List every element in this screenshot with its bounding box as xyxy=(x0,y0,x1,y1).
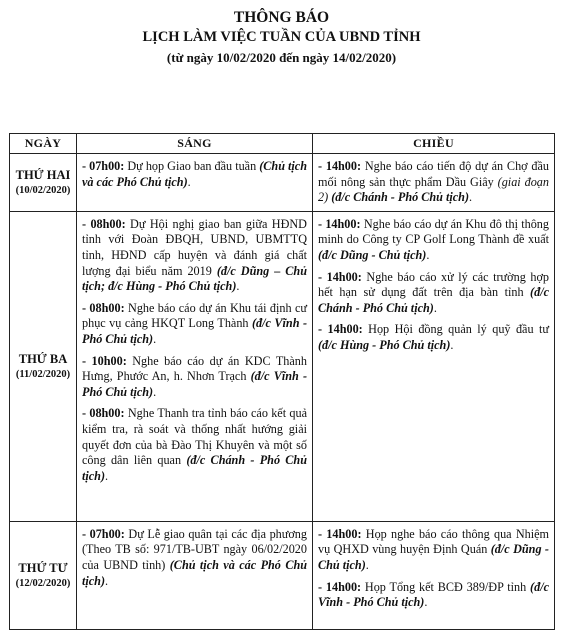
column-header-morning: SÁNG xyxy=(77,134,313,154)
day-date: (12/02/2020) xyxy=(15,578,71,590)
schedule-body xyxy=(10,154,555,630)
item-person: (đ/c Hùng - Phó Chủ tịch) xyxy=(318,337,451,352)
item-time: - 14h00: xyxy=(318,322,363,337)
table-header-row xyxy=(10,134,555,154)
schedule-item xyxy=(82,351,307,404)
item-end: . xyxy=(469,190,473,205)
item-person: (đ/c Dũng - Chủ tịch) xyxy=(318,247,427,262)
item-time: - 14h00: xyxy=(318,526,362,541)
item-text: Dự Hội nghị giao ban giữa HĐND tỉnh với Đoàn ĐBQH, UBND, UBMTTQ tỉnh, HĐND cấp huyện và đánh giá chất lượng đại biểu năm 2019 xyxy=(82,216,307,278)
item-end: . xyxy=(426,247,430,262)
day-date: (11/02/2020) xyxy=(15,369,71,381)
item-person: (đ/c Chánh - Phó Chủ tịch) xyxy=(328,190,470,205)
table-row xyxy=(10,154,555,212)
item-person: (đ/c Chánh - Phó Chủ tịch) xyxy=(82,453,307,483)
date-range: (từ ngày 10/02/2020 đến ngày 14/02/2020) xyxy=(166,50,397,65)
item-end: . xyxy=(433,300,437,315)
item-text: Dự Lễ giao quân tại các địa phương (Theo TB số: 971/TB-UBT ngày 06/02/2020 của UBND tỉnh) xyxy=(82,526,307,572)
item-person: (đ/c Vĩnh - Phó Chủ tịch) xyxy=(82,316,308,346)
item-end: . xyxy=(450,337,454,352)
morning-cell xyxy=(77,211,313,521)
item-person: (đ/c Chánh - Phó Chủ tịch) xyxy=(318,285,549,315)
item-time: - 14h00: xyxy=(318,216,361,231)
schedule-item xyxy=(318,214,549,267)
item-time: - 14h00: xyxy=(318,269,362,284)
item-end: . xyxy=(105,468,109,483)
day-date: (10/02/2020) xyxy=(15,185,71,197)
item-end: . xyxy=(424,595,428,610)
item-time: - 14h00: xyxy=(318,159,362,173)
column-header-afternoon: CHIỀU xyxy=(313,134,555,154)
item-end: . xyxy=(236,279,240,294)
item-text: Nghe báo cáo dự án KDC Thành Hưng, Phước An, h. Nhơn Trạch xyxy=(82,353,307,384)
schedule-item xyxy=(82,298,307,351)
schedule-table xyxy=(9,133,555,630)
item-time: - 08h00: xyxy=(82,216,126,231)
item-text: Nghe Thanh tra tỉnh báo cáo kết quả kiểm tra, rà soát và thống nhất hướng giải quyết đơn của bà Đào Thị Khuyên và một số công dân liên quan xyxy=(82,406,307,468)
item-person: (Chủ tịch và các Phó Chủ tịch) xyxy=(82,159,307,189)
item-person: (đ/c Vĩnh - Phó Chủ tịch) xyxy=(82,369,308,399)
item-text: Nghe báo cáo tiến độ dự án Chợ đầu mối nông sản thực phẩm Dầu Giây xyxy=(318,159,549,189)
morning-cell xyxy=(77,521,313,629)
schedule-item xyxy=(318,577,549,614)
item-text: Nghe báo cáo dự án Khu tái định cư phục vụ cảng HKQT Long Thành xyxy=(82,300,307,331)
item-time: - 08h00: xyxy=(82,300,125,315)
item-time: - 07h00: xyxy=(82,159,125,173)
day-name: THỨ HAI xyxy=(15,168,71,183)
schedule-item xyxy=(82,524,307,592)
schedule-item xyxy=(318,156,549,209)
notice-title: THÔNG BÁO xyxy=(233,9,330,26)
item-time: - 08h00: xyxy=(82,406,125,421)
item-end: . xyxy=(153,331,157,346)
item-text: Họp Hội đồng quản lý quỹ đầu tư xyxy=(362,322,549,337)
column-header-day: NGÀY xyxy=(10,134,77,154)
item-time: - 07h00: xyxy=(82,526,125,541)
item-time: - 10h00: xyxy=(82,353,127,368)
item-time: - 14h00: xyxy=(318,579,362,594)
schedule-item xyxy=(318,319,549,356)
item-text: Dự họp Giao ban đầu tuần xyxy=(124,159,260,173)
afternoon-cell xyxy=(313,521,555,629)
schedule-item xyxy=(318,524,549,577)
schedule-item xyxy=(82,403,307,487)
item-end: . xyxy=(105,573,109,588)
item-text: Nghe báo cáo xử lý các trường hợp hết hạn sử dụng đất trên địa bàn tỉnh xyxy=(318,269,549,300)
schedule-title: LỊCH LÀM VIỆC TUẦN CỦA UBND TỈNH xyxy=(142,29,421,45)
schedule-item xyxy=(82,156,307,193)
schedule-item xyxy=(318,267,549,320)
item-person: (đ/c Dũng - Chủ tịch) xyxy=(318,542,549,572)
item-end: . xyxy=(153,384,157,399)
item-end: . xyxy=(187,174,191,189)
afternoon-cell xyxy=(313,154,555,212)
item-text: Họp nghe báo cáo thông qua Nhiệm vụ QHXD vùng huyện Định Quán xyxy=(318,526,549,557)
day-cell xyxy=(10,211,77,521)
item-note: (giai đoạn 2) xyxy=(318,174,549,205)
item-text: Họp Tổng kết BCĐ 389/ĐP tỉnh xyxy=(361,579,531,594)
morning-cell xyxy=(77,154,313,212)
day-name: THỨ BA xyxy=(18,352,68,367)
day-cell xyxy=(10,521,77,629)
afternoon-cell xyxy=(313,211,555,521)
table-row xyxy=(10,521,555,629)
item-text: Nghe báo cáo dự án Khu đô thị thông minh do Công ty CP Golf Long Thành đề xuất xyxy=(318,216,549,247)
schedule-item xyxy=(82,214,307,298)
day-name: THỨ TƯ xyxy=(18,561,68,576)
table-row xyxy=(10,211,555,521)
item-person: (đ/c Dũng – Chủ tịch; đ/c Hùng - Phó Chủ tịch) xyxy=(82,263,307,294)
item-end: . xyxy=(365,557,369,572)
item-person: (đ/c Vĩnh - Phó Chủ tịch) xyxy=(318,579,549,610)
item-person: (Chủ tịch và các Phó Chủ tịch) xyxy=(82,557,307,588)
day-cell xyxy=(10,154,77,212)
